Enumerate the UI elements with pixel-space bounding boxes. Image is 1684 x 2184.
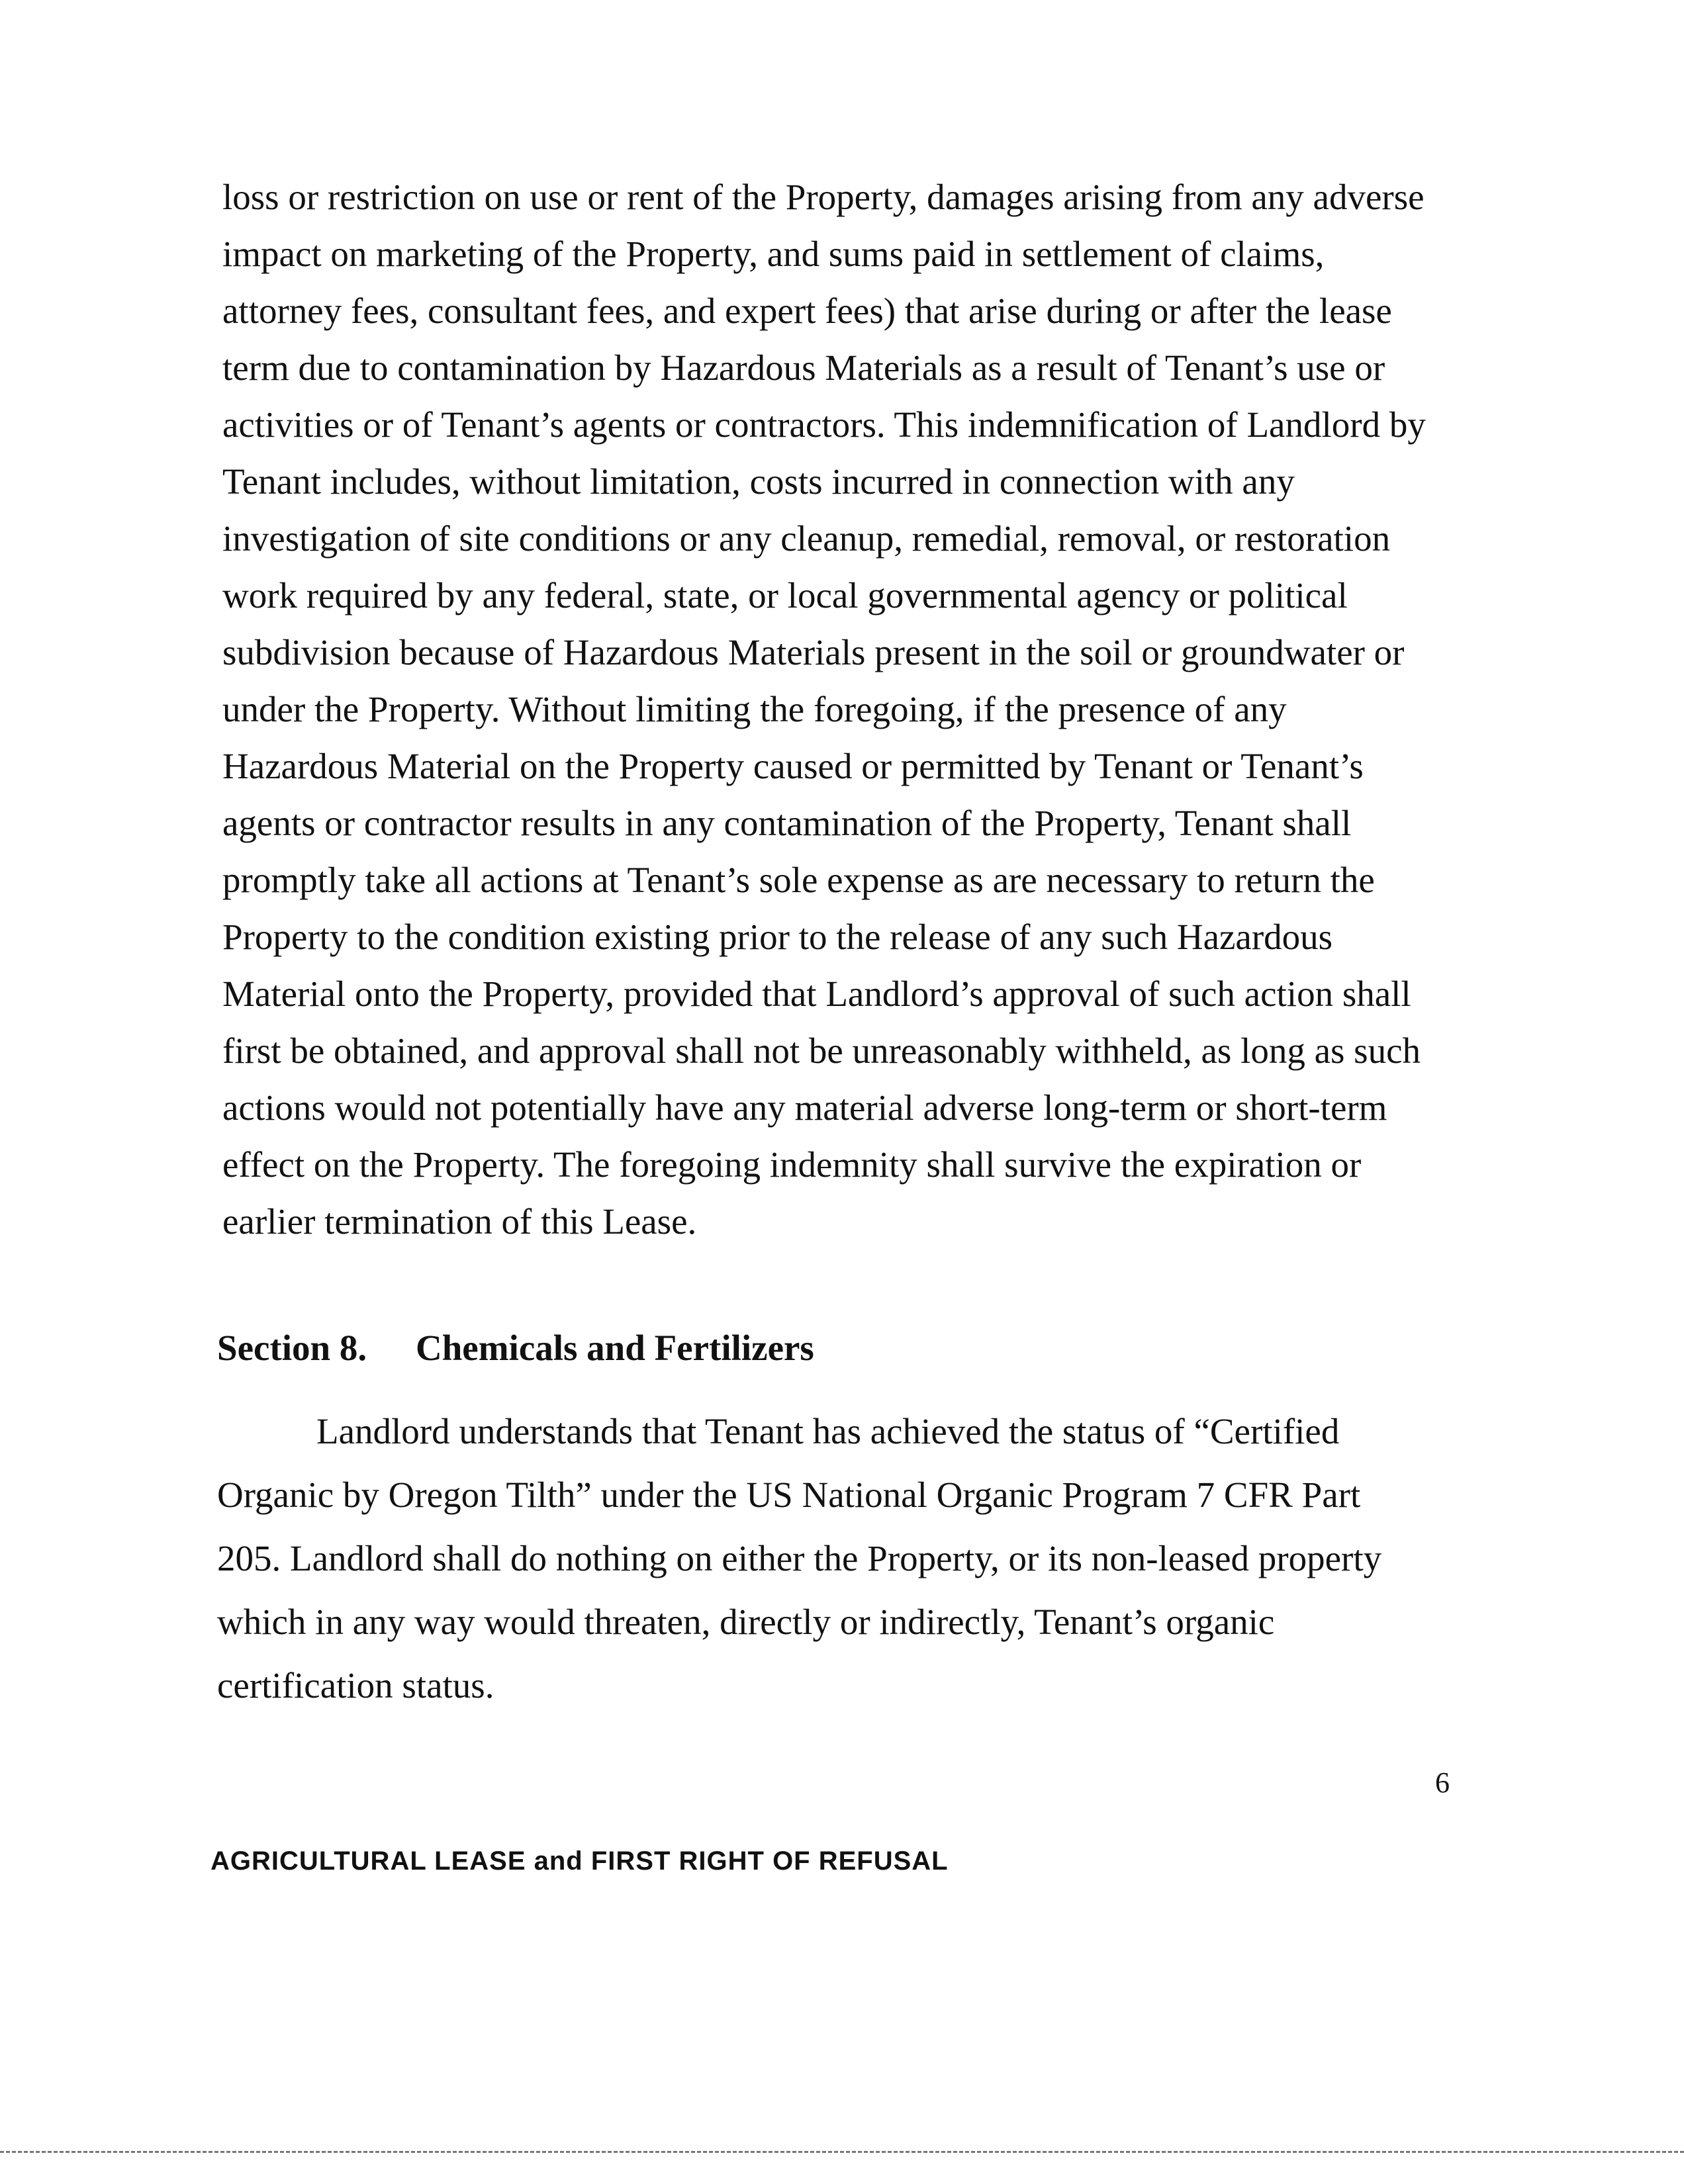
paragraph-line: certification status. xyxy=(217,1665,494,1706)
section-heading xyxy=(217,1327,814,1369)
paragraph-line: Hazardous Material on the Property caused or permitted by Tenant or Tenant’s xyxy=(222,746,1364,786)
paragraph-line: activities or of Tenant’s agents or contractors. This indemnification of Landlord by xyxy=(222,404,1426,445)
paragraph-line: loss or restriction on use or rent of the Property, damages arising from any adverse xyxy=(222,177,1425,217)
paragraph-line: effect on the Property. The foregoing indemnity shall survive the expiration or xyxy=(222,1144,1362,1185)
paragraph-line: which in any way would threaten, directly or indirectly, Tenant’s organic xyxy=(217,1602,1275,1642)
paragraph-line: impact on marketing of the Property, and sums paid in settlement of claims, xyxy=(222,234,1325,274)
paragraph-line: term due to contamination by Hazardous Materials as a result of Tenant’s use or xyxy=(222,347,1385,388)
paragraph-line: Material onto the Property, provided that Landlord’s approval of such action shall xyxy=(222,974,1411,1014)
paragraph-line: first be obtained, and approval shall not be unreasonably withheld, as long as such xyxy=(222,1030,1421,1071)
section-number: Section 8. xyxy=(217,1328,367,1368)
paragraph-line: subdivision because of Hazardous Materials present in the soil or groundwater or xyxy=(222,632,1405,672)
paragraph-line: Property to the condition existing prior to the release of any such Hazardous xyxy=(222,917,1333,957)
page-number: 6 xyxy=(1435,1766,1450,1799)
footer-document-title: AGRICULTURAL LEASE and FIRST RIGHT OF REFUSAL xyxy=(210,1846,949,1876)
scan-edge-divider xyxy=(0,2151,1684,2153)
indemnification-paragraph xyxy=(222,169,1500,1250)
paragraph-line: Landlord understands that Tenant has achieved the status of “Certified xyxy=(316,1411,1340,1451)
paragraph-line: 205. Landlord shall do nothing on either the Property, or its non-leased property xyxy=(217,1538,1382,1578)
paragraph-line: Tenant includes, without limitation, costs incurred in connection with any xyxy=(222,461,1295,502)
paragraph-line: investigation of site conditions or any cleanup, remedial, removal, or restoration xyxy=(222,518,1391,559)
paragraph-line: Organic by Oregon Tilth” under the US National Organic Program 7 CFR Part xyxy=(217,1475,1361,1515)
paragraph-line: promptly take all actions at Tenant’s sole expense as are necessary to return the xyxy=(222,860,1375,900)
paragraph-line: actions would not potentially have any material adverse long-term or short-term xyxy=(222,1087,1387,1128)
paragraph-line: work required by any federal, state, or local governmental agency or political xyxy=(222,575,1348,615)
paragraph-line: under the Property. Without limiting the foregoing, if the presence of any xyxy=(222,689,1287,729)
paragraph-line: agents or contractor results in any contamination of the Property, Tenant shall xyxy=(222,803,1352,843)
section-title: Chemicals and Fertilizers xyxy=(416,1328,814,1368)
paragraph-line: earlier termination of this Lease. xyxy=(222,1201,697,1242)
chemicals-paragraph xyxy=(217,1400,1508,1717)
paragraph-line: attorney fees, consultant fees, and expert fees) that arise during or after the lease xyxy=(222,291,1392,331)
